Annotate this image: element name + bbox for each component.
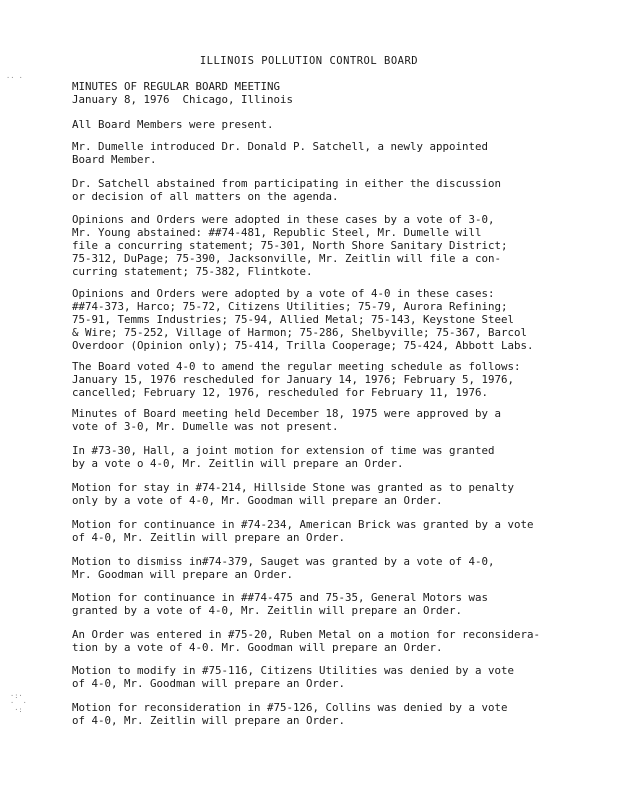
meeting-title: MINUTES OF REGULAR BOARD MEETING January 8, 1976 Chicago, Illinois xyxy=(72,80,294,106)
hole-punch-mark: ·:· · · ·: xyxy=(10,692,27,714)
scan-speck-mark: ·· · xyxy=(6,74,23,82)
citizens-utilities-paragraph: Motion to modify in #75-116, Citizens Utilities was denied by a vote of 4-0, Mr. Goodman will prepare an Order. xyxy=(72,664,515,690)
hillside-stone-paragraph: Motion for stay in #74-214, Hillside Stone was granted as to penalty only by a vote of 4-0, Mr. Goodman will prepare an Order. xyxy=(72,481,515,507)
opinions-4-0-paragraph: Opinions and Orders were adopted by a vote of 4-0 in these cases: ##74-373, Harco; 75-72, Citizens Utilities; 75-79, Aurora Refining; 75-91, Temms Industries; 75-94, Allied Metal; 75-143, Keystone Steel & Wire; 75-252, Village of Harmon; 75-286, Shelbyville; 75-367, Barcol Overdoor (Opinion only); 75-414, Trilla Cooperage; 75-424, Abbott Labs. xyxy=(72,287,534,352)
board-header: ILLINOIS POLLUTION CONTROL BOARD xyxy=(199,55,419,67)
abstention-paragraph: Dr. Satchell abstained from participating in either the discussion or decision of all matters on the agenda. xyxy=(72,177,502,203)
collins-paragraph: Motion for reconsideration in #75-126, Collins was denied by a vote of 4-0, Mr. Zeitlin will prepare an Order. xyxy=(72,701,508,727)
american-brick-paragraph: Motion for continuance in #74-234, American Brick was granted by a vote of 4-0, Mr. Zeitlin will prepare an Order. xyxy=(72,518,534,544)
attendance-paragraph: All Board Members were present. xyxy=(72,118,274,131)
minutes-approval-paragraph: Minutes of Board meeting held December 18, 1975 were approved by a vote of 3-0, Mr. Dumelle was not present. xyxy=(72,407,502,433)
ruben-metal-paragraph: An Order was entered in #75-20, Ruben Metal on a motion for reconsidera- tion by a vote of 4-0. Mr. Goodman will prepare an Order. xyxy=(72,628,541,654)
hall-motion-paragraph: In #73-30, Hall, a joint motion for extension of time was granted by a vote o 4-0, Mr. Zeitlin will prepare an Order. xyxy=(72,444,495,470)
opinions-3-0-paragraph: Opinions and Orders were adopted in these cases by a vote of 3-0, Mr. Young abstained: ##74-481, Republic Steel, Mr. Dumelle will file a concurring statement; 75-301, North Shore Sanitary District; 75-312, DuPage; 75-390, Jacksonville, Mr. Zeitlin will file a con- curring statement; 75-382, Flintkote. xyxy=(72,213,508,278)
schedule-amendment-paragraph: The Board voted 4-0 to amend the regular meeting schedule as follows: January 15, 1976 rescheduled for January 14, 1976; February 5, 1976, cancelled; February 12, 1976, rescheduled for February 11, 1976. xyxy=(72,360,521,399)
general-motors-paragraph: Motion for continuance in ##74-475 and 75-35, General Motors was granted by a vote of 4-0, Mr. Zeitlin will prepare an Order. xyxy=(72,591,489,617)
introduction-paragraph: Mr. Dumelle introduced Dr. Donald P. Satchell, a newly appointed Board Member. xyxy=(72,140,489,166)
sauget-paragraph: Motion to dismiss in#74-379, Sauget was granted by a vote of 4-0, Mr. Goodman will prepare an Order. xyxy=(72,555,495,581)
